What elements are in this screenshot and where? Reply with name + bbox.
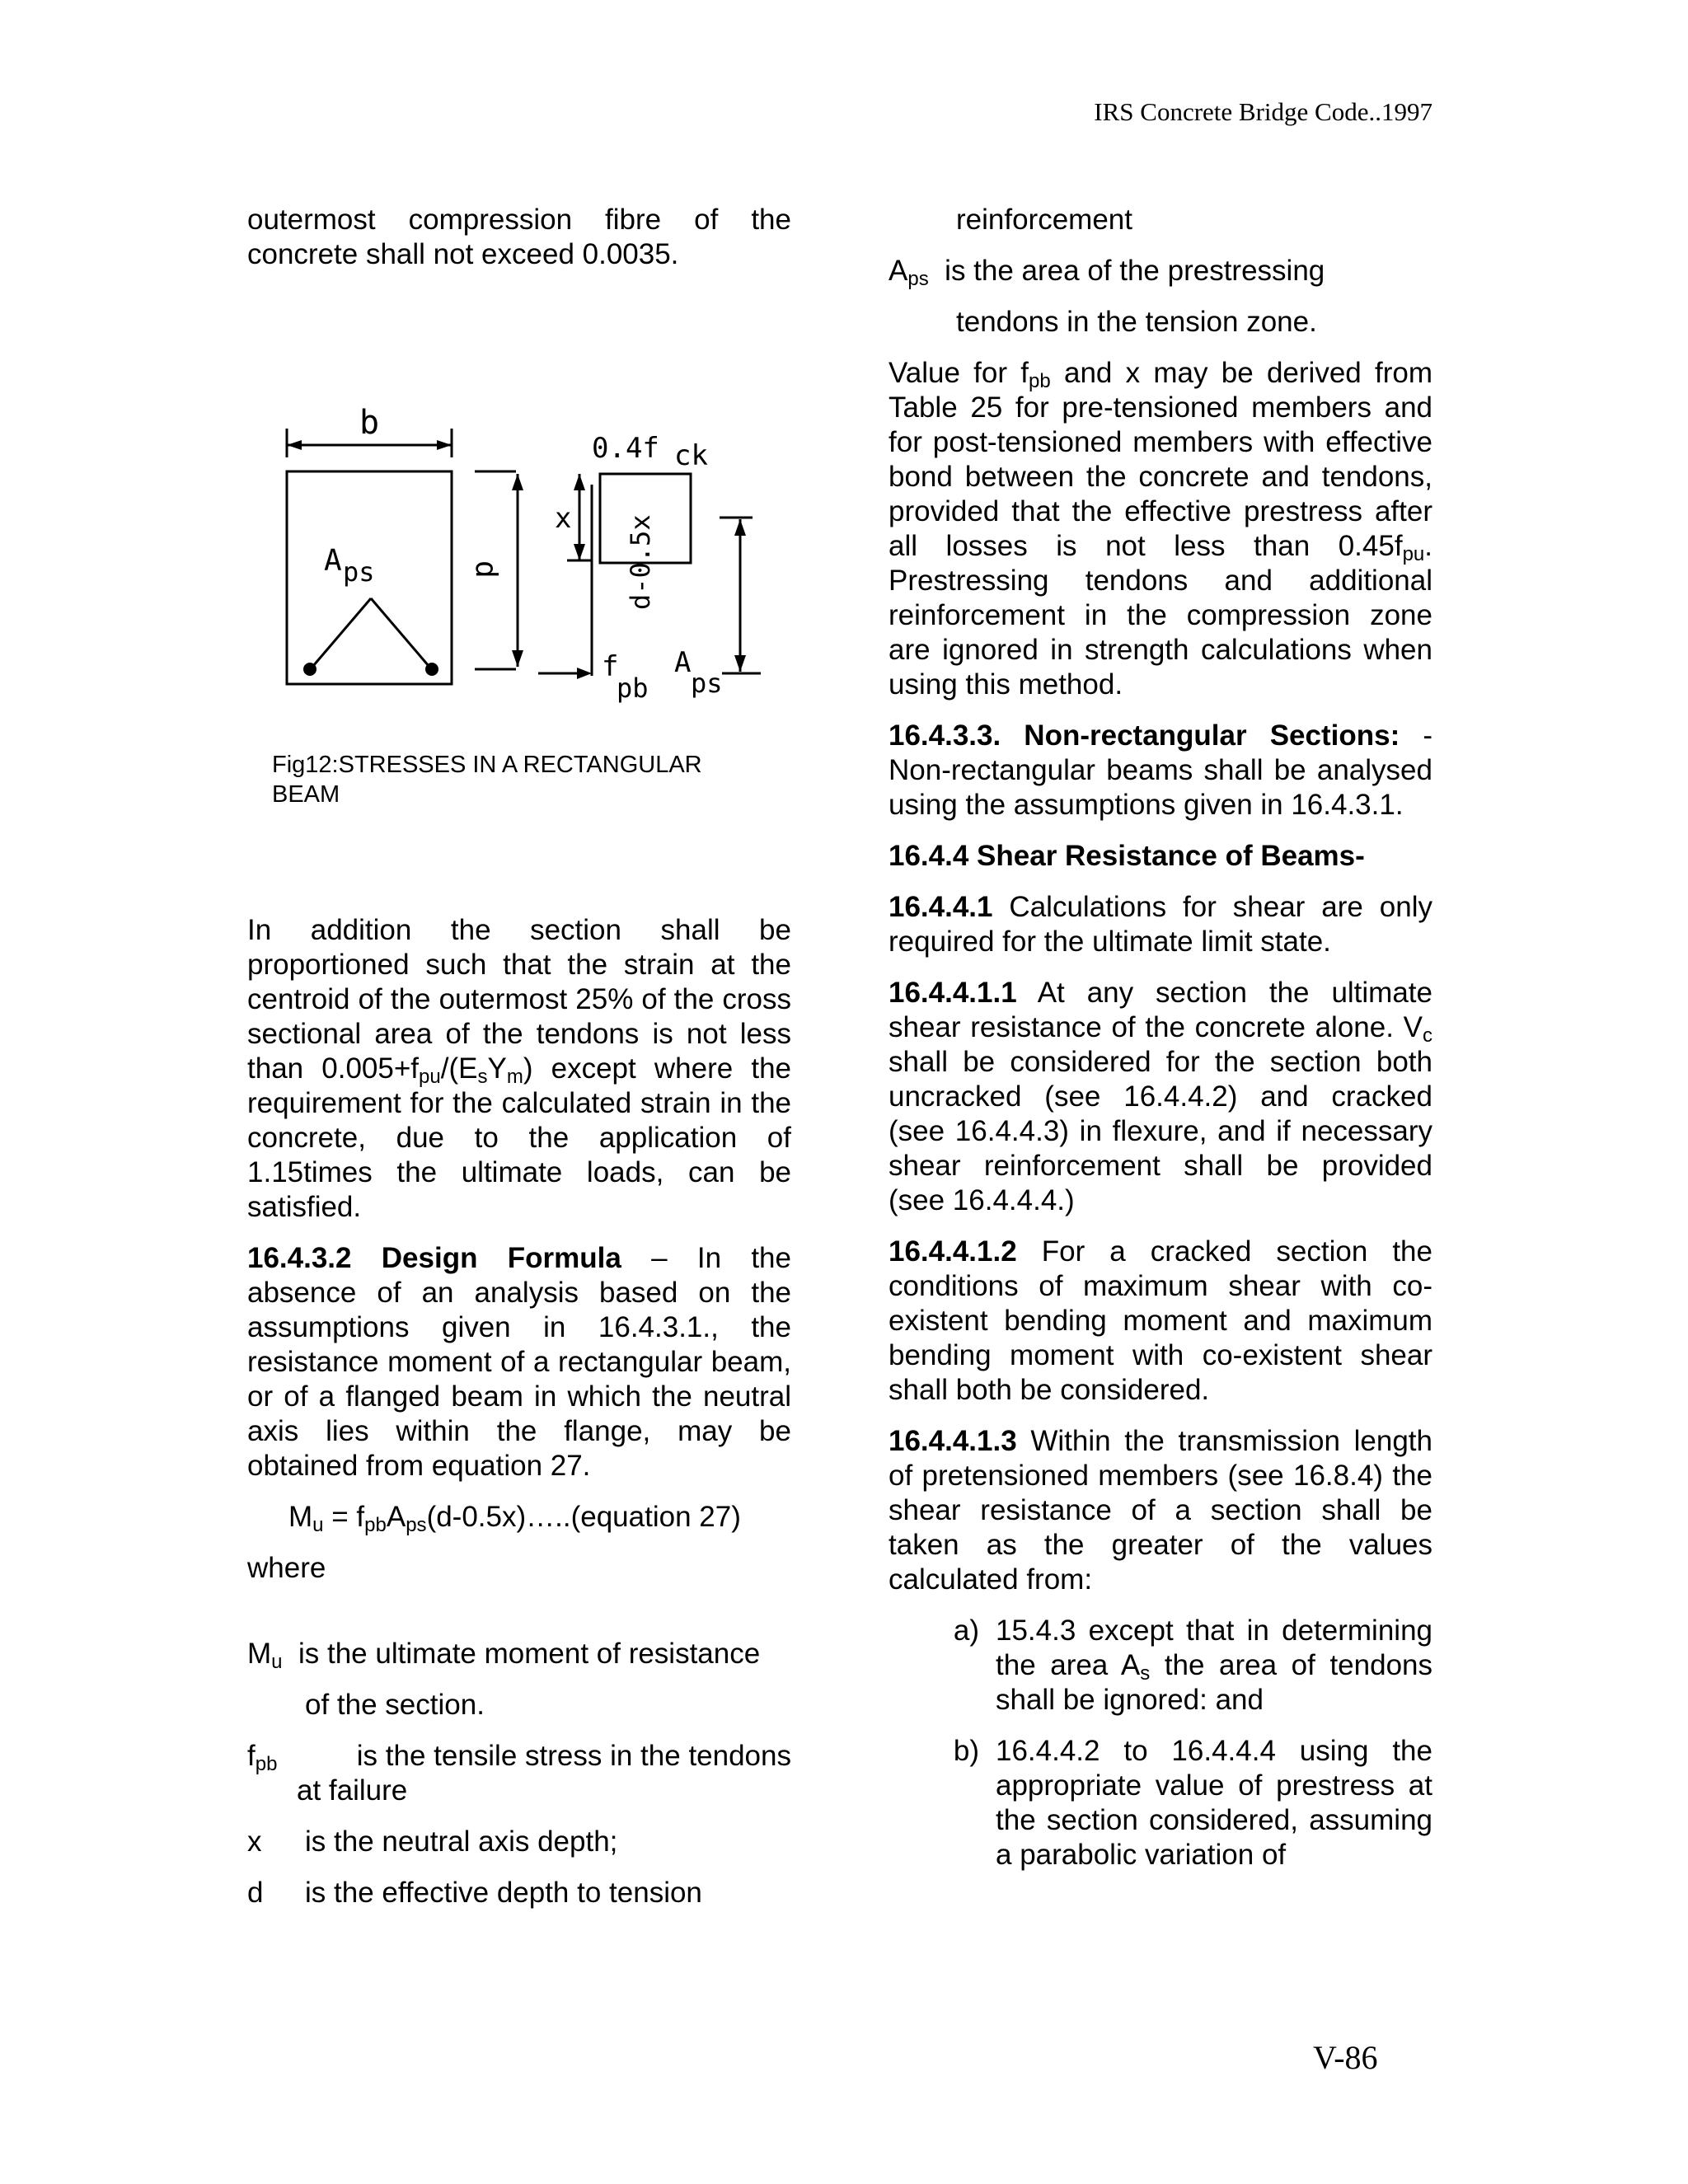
label-b: b	[359, 404, 380, 442]
list-item-b: b) 16.4.4.2 to 16.4.4.4 using the appropriate value of prestress at the section considered, assuming a parabolic variation of	[953, 1735, 1432, 1871]
paragraph-non-rectangular: 16.4.3.3. Non-rectangular Sections: - Non-rectangular beams shall be analysed using the assumptions given in 16.4.3.1.	[889, 719, 1432, 821]
equation-27: $M_u$ = $f_{pb}A_{ps}(d-0.5x)\dots..(equation$ 27)	[288, 1501, 741, 1536]
svg-text:ps: ps	[343, 556, 375, 588]
label-aps: A	[324, 544, 342, 578]
svg-text:pb: pb	[617, 673, 649, 704]
definition-x: x is the neutral axis depth;	[247, 1825, 618, 1858]
paragraph-design-formula: 16.4.3.2 Design Formula – In the absence of an analysis based on the assumptions given in 16.4.3.1., the resistance moment of a rectangular beam, or of a flanged beam in which the neutral axis lies within the flange, may be obtained from equation 27.	[247, 1242, 791, 1482]
tendon-left	[303, 663, 316, 676]
page-number: V-86	[1313, 2039, 1378, 2076]
paragraph-table-25: Value for $f_{pb}$ and x may be derived from Table 25 for pre-tensioned members and for post-tensioned members with effective bond between the concrete and tendons, provided that the effective prestress after all losses is not less than $0.45f_{pu}$. Prestressing tendons and additional reinforcement in the compression zone are ignored in strength calculations when using this method.	[889, 357, 1433, 701]
label-fck: 0.4f	[592, 432, 659, 465]
left-column	[247, 203, 791, 1927]
right-column	[889, 203, 1432, 1889]
definition-aps: $A_{ps}$ is the area of the prestressing tendons in the tension zone.	[889, 255, 1325, 338]
list-item-a: a) 15.4.3 except that in determining the area $A_s$ the area of tendons shall be ignored: and	[953, 1615, 1432, 1716]
section-heading-16-4-3-2: 16.4.3.2 Design Formula	[247, 1242, 621, 1274]
label-d-05x: d-0.5x	[625, 514, 656, 610]
reinforcement-continuation: reinforcement	[956, 204, 1132, 236]
definition-d: d is the effective depth to tension	[247, 1877, 702, 1909]
label-aps-force: A	[674, 646, 692, 679]
label-fpb: f	[602, 650, 619, 683]
paragraph-compression-fibre: outermost compression fibre of the concrete shall not exceed 0.0035.	[247, 204, 791, 270]
definition-mu: $M_u$ is the ultimate moment of resistance of the section.	[247, 1638, 761, 1721]
where-label: where	[247, 1552, 326, 1584]
paragraph-16-4-4-1-1: 16.4.4.1.1 At any section the ultimate shear resistance of the concrete alone. $V_c$ shall be considered for the section both uncracked (see 16.4.4.2) and cracked (see 16.4.4.3) in flexure, and if necessary shear reinforcement shall be provided (see 16.4.4.4.)	[889, 977, 1432, 1216]
svg-text:ps: ps	[691, 668, 723, 699]
running-header: IRS Concrete Bridge Code..1997	[1094, 97, 1432, 126]
definition-fpb: $f_{pb}$ is the tensile stress in the tendons at failure	[247, 1740, 791, 1807]
section-heading-16-4-3-3: 16.4.3.3. Non-rectangular Sections:	[889, 719, 1400, 752]
section-heading-16-4-4: 16.4.4 Shear Resistance of Beams-	[889, 840, 1365, 872]
label-x: x	[555, 502, 572, 535]
label-d: d	[469, 560, 503, 579]
paragraph-16-4-4-1-2: 16.4.4.1.2 For a cracked section the conditions of maximum shear with co-existent bending moment and maximum bending moment with co-existent shear shall both be considered.	[889, 1235, 1432, 1406]
tendon-right	[425, 663, 438, 676]
beam-stress-diagram	[254, 288, 897, 750]
paragraph-16-4-4-1: 16.4.4.1 Calculations for shear are only required for the ultimate limit state.	[889, 891, 1432, 958]
svg-text:ck: ck	[674, 439, 708, 472]
paragraph-16-4-4-1-3: 16.4.4.1.3 Within the transmission length of pretensioned members (see 16.8.4) the shear resistance of a section shall be taken as the greater of the values calculated from:	[889, 1425, 1432, 1596]
figure-caption: Fig12:STRESSES IN A RECTANGULAR BEAM	[272, 752, 702, 808]
figure-stresses-rectangular-beam	[254, 288, 897, 898]
paragraph-strain-requirement: In addition the section shall be proportioned such that the strain at the centroid of the outermost 25% of the cross sectional area of the tendons is not less than $0.005+f_{pu}/(E_sY_m)$ except where the requirement for the calculated strain in the concrete, due to the application of 1.15times the ultimate loads, can be satisfied.	[247, 914, 791, 1223]
